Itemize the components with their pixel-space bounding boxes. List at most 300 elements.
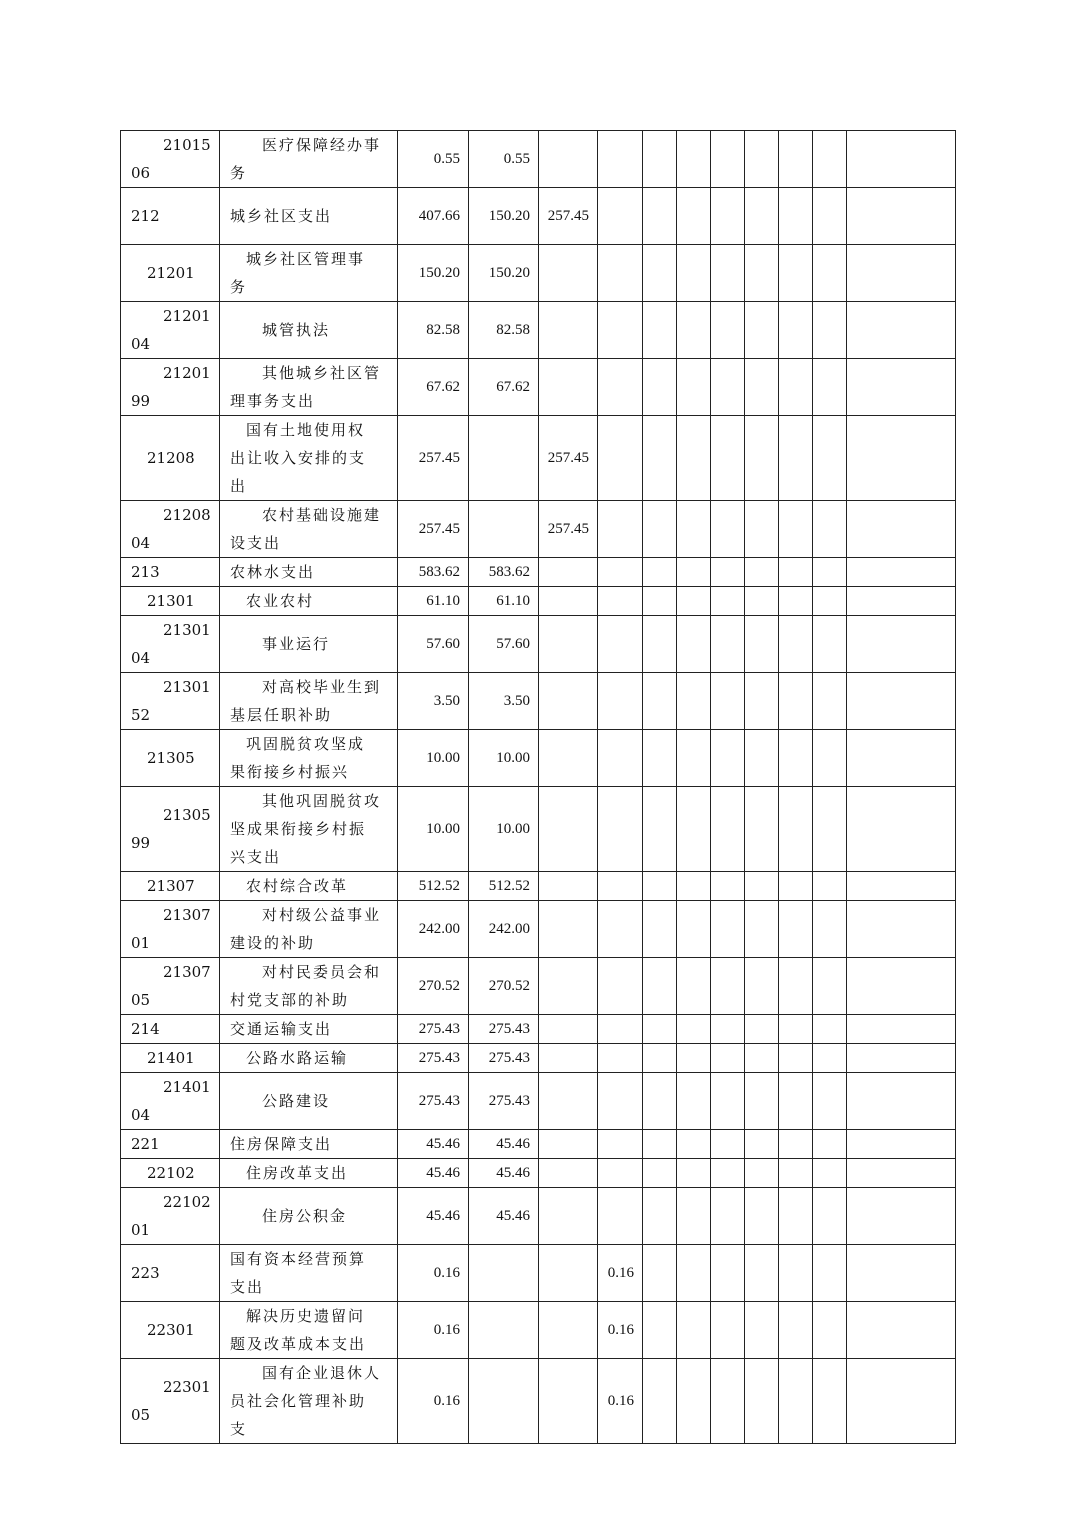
subject-code xyxy=(121,501,220,558)
subject-code xyxy=(121,787,220,872)
empty-cell xyxy=(643,587,677,616)
empty-cell xyxy=(643,1245,677,1302)
fund-budget-amount xyxy=(539,1245,598,1302)
subject-name: 其他巩固脱贫攻坚成果衔接乡村振兴支出 xyxy=(220,787,398,872)
empty-cell xyxy=(711,188,745,245)
empty-cell xyxy=(643,131,677,188)
empty-cell xyxy=(677,1359,711,1444)
empty-cell xyxy=(745,1245,779,1302)
empty-cell xyxy=(847,1245,956,1302)
capital-budget-amount: 0.16 xyxy=(598,1302,643,1359)
empty-cell xyxy=(711,616,745,673)
empty-cell xyxy=(643,1073,677,1130)
empty-cell xyxy=(779,1302,813,1359)
empty-cell xyxy=(677,872,711,901)
empty-cell xyxy=(847,131,956,188)
empty-cell xyxy=(677,1044,711,1073)
general-budget-amount: 45.46 xyxy=(469,1130,539,1159)
empty-cell xyxy=(643,1302,677,1359)
empty-cell xyxy=(677,188,711,245)
fund-budget-amount xyxy=(539,673,598,730)
capital-budget-amount xyxy=(598,958,643,1015)
subject-code: 223 xyxy=(121,1245,220,1302)
empty-cell xyxy=(779,616,813,673)
empty-cell xyxy=(677,673,711,730)
fund-budget-amount xyxy=(539,1359,598,1444)
subject-name: 巩固脱贫攻坚成果衔接乡村振兴 xyxy=(220,730,398,787)
subject-code: 212 xyxy=(121,188,220,245)
capital-budget-amount xyxy=(598,359,643,416)
empty-cell xyxy=(677,901,711,958)
empty-cell xyxy=(745,787,779,872)
fund-budget-amount: 257.45 xyxy=(539,501,598,558)
empty-cell xyxy=(711,131,745,188)
empty-cell xyxy=(779,1130,813,1159)
table-row xyxy=(121,501,956,558)
empty-cell xyxy=(711,1015,745,1044)
subject-name: 住房公积金 xyxy=(220,1188,398,1245)
subject-code: 214 xyxy=(121,1015,220,1044)
empty-cell xyxy=(745,872,779,901)
capital-budget-amount xyxy=(598,558,643,587)
empty-cell xyxy=(779,673,813,730)
empty-cell xyxy=(813,1073,847,1130)
general-budget-amount: 275.43 xyxy=(469,1073,539,1130)
empty-cell xyxy=(711,1359,745,1444)
fund-budget-amount xyxy=(539,1188,598,1245)
subject-code-part: 21307 xyxy=(163,963,211,981)
empty-cell xyxy=(643,1359,677,1444)
general-budget-amount: 150.20 xyxy=(469,188,539,245)
empty-cell xyxy=(677,958,711,1015)
fund-budget-amount xyxy=(539,359,598,416)
capital-budget-amount xyxy=(598,1044,643,1073)
capital-budget-amount xyxy=(598,1188,643,1245)
empty-cell xyxy=(745,673,779,730)
empty-cell xyxy=(847,1159,956,1188)
empty-cell xyxy=(711,787,745,872)
empty-cell xyxy=(677,416,711,501)
empty-cell xyxy=(711,1130,745,1159)
empty-cell xyxy=(779,1159,813,1188)
total-amount: 257.45 xyxy=(398,416,469,501)
empty-cell xyxy=(711,872,745,901)
fund-budget-amount xyxy=(539,1015,598,1044)
capital-budget-amount xyxy=(598,673,643,730)
empty-cell xyxy=(847,501,956,558)
empty-cell xyxy=(779,1073,813,1130)
table-row xyxy=(121,730,956,787)
table-row xyxy=(121,1188,956,1245)
empty-cell xyxy=(779,730,813,787)
subject-name: 医疗保障经办事务 xyxy=(220,131,398,188)
fund-budget-amount xyxy=(539,872,598,901)
subject-code-part: 21201 xyxy=(163,364,211,382)
capital-budget-amount: 0.16 xyxy=(598,1359,643,1444)
subject-code: 221 xyxy=(121,1130,220,1159)
general-budget-amount: 67.62 xyxy=(469,359,539,416)
empty-cell xyxy=(711,1245,745,1302)
capital-budget-amount xyxy=(598,616,643,673)
subject-code-part: 52 xyxy=(131,706,151,724)
empty-cell xyxy=(643,872,677,901)
empty-cell xyxy=(813,901,847,958)
budget-expenditure-table xyxy=(120,130,956,1444)
empty-cell xyxy=(745,616,779,673)
empty-cell xyxy=(745,359,779,416)
empty-cell xyxy=(847,1188,956,1245)
empty-cell xyxy=(711,1044,745,1073)
empty-cell xyxy=(711,901,745,958)
empty-cell xyxy=(847,302,956,359)
total-amount: 150.20 xyxy=(398,245,469,302)
general-budget-amount: 45.46 xyxy=(469,1159,539,1188)
general-budget-amount: 512.52 xyxy=(469,872,539,901)
empty-cell xyxy=(677,1302,711,1359)
subject-code xyxy=(121,673,220,730)
total-amount: 45.46 xyxy=(398,1188,469,1245)
subject-name: 事业运行 xyxy=(220,616,398,673)
general-budget-amount: 583.62 xyxy=(469,558,539,587)
general-budget-amount: 275.43 xyxy=(469,1044,539,1073)
empty-cell xyxy=(813,245,847,302)
empty-cell xyxy=(745,558,779,587)
empty-cell xyxy=(677,787,711,872)
empty-cell xyxy=(813,616,847,673)
empty-cell xyxy=(677,587,711,616)
empty-cell xyxy=(813,416,847,501)
subject-name: 交通运输支出 xyxy=(220,1015,398,1044)
empty-cell xyxy=(779,787,813,872)
subject-code: 21305 xyxy=(121,730,220,787)
subject-name: 解决历史遗留问题及改革成本支出 xyxy=(220,1302,398,1359)
empty-cell xyxy=(745,416,779,501)
capital-budget-amount xyxy=(598,501,643,558)
subject-code: 22102 xyxy=(121,1159,220,1188)
total-amount: 67.62 xyxy=(398,359,469,416)
empty-cell xyxy=(847,587,956,616)
empty-cell xyxy=(677,359,711,416)
fund-budget-amount xyxy=(539,1044,598,1073)
subject-code-part: 21307 xyxy=(163,906,211,924)
empty-cell xyxy=(711,673,745,730)
fund-budget-amount xyxy=(539,958,598,1015)
general-budget-amount xyxy=(469,501,539,558)
empty-cell xyxy=(711,1188,745,1245)
capital-budget-amount xyxy=(598,1130,643,1159)
empty-cell xyxy=(847,1015,956,1044)
subject-code-part: 21301 xyxy=(163,678,211,696)
subject-name: 公路建设 xyxy=(220,1073,398,1130)
empty-cell xyxy=(711,501,745,558)
fund-budget-amount xyxy=(539,587,598,616)
subject-name: 公路水路运输 xyxy=(220,1044,398,1073)
empty-cell xyxy=(643,302,677,359)
subject-code xyxy=(121,1359,220,1444)
subject-code xyxy=(121,131,220,188)
subject-code: 21307 xyxy=(121,872,220,901)
capital-budget-amount xyxy=(598,188,643,245)
empty-cell xyxy=(745,1159,779,1188)
empty-cell xyxy=(779,1015,813,1044)
empty-cell xyxy=(745,302,779,359)
total-amount: 45.46 xyxy=(398,1130,469,1159)
table-row xyxy=(121,587,956,616)
total-amount: 407.66 xyxy=(398,188,469,245)
empty-cell xyxy=(711,1073,745,1130)
empty-cell xyxy=(711,558,745,587)
total-amount: 257.45 xyxy=(398,501,469,558)
empty-cell xyxy=(847,359,956,416)
fund-budget-amount xyxy=(539,1159,598,1188)
table-row xyxy=(121,131,956,188)
empty-cell xyxy=(779,587,813,616)
empty-cell xyxy=(847,1073,956,1130)
fund-budget-amount xyxy=(539,1130,598,1159)
empty-cell xyxy=(847,787,956,872)
subject-code-part: 05 xyxy=(131,991,151,1009)
table-row xyxy=(121,359,956,416)
subject-code-part: 05 xyxy=(131,1406,151,1424)
capital-budget-amount xyxy=(598,730,643,787)
empty-cell xyxy=(745,1359,779,1444)
table-row xyxy=(121,558,956,587)
total-amount: 0.16 xyxy=(398,1302,469,1359)
subject-code-part: 21201 xyxy=(163,307,211,325)
capital-budget-amount xyxy=(598,1159,643,1188)
subject-code-part: 21301 xyxy=(163,621,211,639)
empty-cell xyxy=(847,558,956,587)
capital-budget-amount xyxy=(598,587,643,616)
empty-cell xyxy=(677,1073,711,1130)
fund-budget-amount xyxy=(539,901,598,958)
fund-budget-amount xyxy=(539,245,598,302)
general-budget-amount: 270.52 xyxy=(469,958,539,1015)
empty-cell xyxy=(711,416,745,501)
fund-budget-amount: 257.45 xyxy=(539,416,598,501)
empty-cell xyxy=(813,302,847,359)
empty-cell xyxy=(745,901,779,958)
empty-cell xyxy=(677,245,711,302)
capital-budget-amount xyxy=(598,416,643,501)
general-budget-amount: 45.46 xyxy=(469,1188,539,1245)
table-row xyxy=(121,901,956,958)
table-row xyxy=(121,1159,956,1188)
capital-budget-amount xyxy=(598,302,643,359)
general-budget-amount xyxy=(469,1359,539,1444)
total-amount: 3.50 xyxy=(398,673,469,730)
empty-cell xyxy=(643,359,677,416)
fund-budget-amount xyxy=(539,131,598,188)
empty-cell xyxy=(813,787,847,872)
subject-code xyxy=(121,901,220,958)
empty-cell xyxy=(779,901,813,958)
table-row xyxy=(121,245,956,302)
empty-cell xyxy=(643,787,677,872)
empty-cell xyxy=(711,1159,745,1188)
subject-code: 21301 xyxy=(121,587,220,616)
empty-cell xyxy=(711,730,745,787)
empty-cell xyxy=(779,872,813,901)
empty-cell xyxy=(779,1044,813,1073)
empty-cell xyxy=(745,1302,779,1359)
subject-code: 21401 xyxy=(121,1044,220,1073)
fund-budget-amount xyxy=(539,1073,598,1130)
empty-cell xyxy=(643,901,677,958)
table-row xyxy=(121,958,956,1015)
capital-budget-amount xyxy=(598,245,643,302)
empty-cell xyxy=(711,359,745,416)
empty-cell xyxy=(711,958,745,1015)
empty-cell xyxy=(847,188,956,245)
subject-code: 22301 xyxy=(121,1302,220,1359)
empty-cell xyxy=(643,416,677,501)
table-row xyxy=(121,416,956,501)
empty-cell xyxy=(745,188,779,245)
empty-cell xyxy=(779,1245,813,1302)
general-budget-amount: 150.20 xyxy=(469,245,539,302)
empty-cell xyxy=(813,1359,847,1444)
table-row xyxy=(121,616,956,673)
total-amount: 57.60 xyxy=(398,616,469,673)
table-row xyxy=(121,1359,956,1444)
total-amount: 275.43 xyxy=(398,1073,469,1130)
subject-code-part: 04 xyxy=(131,1106,151,1124)
subject-name: 对高校毕业生到基层任职补助 xyxy=(220,673,398,730)
empty-cell xyxy=(643,616,677,673)
table-row xyxy=(121,872,956,901)
empty-cell xyxy=(813,131,847,188)
empty-cell xyxy=(813,730,847,787)
subject-name: 城管执法 xyxy=(220,302,398,359)
empty-cell xyxy=(779,131,813,188)
total-amount: 0.16 xyxy=(398,1245,469,1302)
empty-cell xyxy=(847,673,956,730)
subject-code xyxy=(121,1073,220,1130)
empty-cell xyxy=(745,1015,779,1044)
empty-cell xyxy=(813,1130,847,1159)
table-row xyxy=(121,1073,956,1130)
subject-name: 农林水支出 xyxy=(220,558,398,587)
subject-code-part: 01 xyxy=(131,1221,151,1239)
empty-cell xyxy=(847,1359,956,1444)
empty-cell xyxy=(745,1044,779,1073)
empty-cell xyxy=(779,302,813,359)
total-amount: 242.00 xyxy=(398,901,469,958)
empty-cell xyxy=(643,730,677,787)
empty-cell xyxy=(643,958,677,1015)
fund-budget-amount xyxy=(539,730,598,787)
total-amount: 45.46 xyxy=(398,1159,469,1188)
empty-cell xyxy=(847,616,956,673)
table-row xyxy=(121,673,956,730)
empty-cell xyxy=(847,416,956,501)
subject-name: 农村基础设施建设支出 xyxy=(220,501,398,558)
general-budget-amount: 57.60 xyxy=(469,616,539,673)
empty-cell xyxy=(745,1130,779,1159)
capital-budget-amount xyxy=(598,1015,643,1044)
capital-budget-amount xyxy=(598,787,643,872)
empty-cell xyxy=(813,1188,847,1245)
table-row xyxy=(121,188,956,245)
subject-code xyxy=(121,359,220,416)
total-amount: 270.52 xyxy=(398,958,469,1015)
capital-budget-amount: 0.16 xyxy=(598,1245,643,1302)
subject-code-part: 06 xyxy=(131,164,151,182)
table-row xyxy=(121,1015,956,1044)
empty-cell xyxy=(813,1159,847,1188)
general-budget-amount: 82.58 xyxy=(469,302,539,359)
empty-cell xyxy=(813,587,847,616)
empty-cell xyxy=(745,1073,779,1130)
table-row xyxy=(121,302,956,359)
subject-code-part: 04 xyxy=(131,649,151,667)
empty-cell xyxy=(779,416,813,501)
empty-cell xyxy=(745,587,779,616)
empty-cell xyxy=(847,1130,956,1159)
total-amount: 275.43 xyxy=(398,1015,469,1044)
subject-name: 住房改革支出 xyxy=(220,1159,398,1188)
empty-cell xyxy=(745,730,779,787)
empty-cell xyxy=(813,958,847,1015)
total-amount: 10.00 xyxy=(398,730,469,787)
general-budget-amount xyxy=(469,416,539,501)
empty-cell xyxy=(847,872,956,901)
empty-cell xyxy=(711,1302,745,1359)
fund-budget-amount xyxy=(539,302,598,359)
general-budget-amount: 275.43 xyxy=(469,1015,539,1044)
empty-cell xyxy=(847,901,956,958)
empty-cell xyxy=(677,616,711,673)
subject-code xyxy=(121,616,220,673)
subject-code-part: 22301 xyxy=(163,1378,211,1396)
empty-cell xyxy=(813,872,847,901)
empty-cell xyxy=(745,245,779,302)
empty-cell xyxy=(677,1159,711,1188)
empty-cell xyxy=(677,1015,711,1044)
subject-code-part: 21305 xyxy=(163,806,211,824)
table-row xyxy=(121,1130,956,1159)
total-amount: 512.52 xyxy=(398,872,469,901)
subject-code xyxy=(121,958,220,1015)
subject-code: 213 xyxy=(121,558,220,587)
subject-name: 其他城乡社区管理事务支出 xyxy=(220,359,398,416)
empty-cell xyxy=(643,1130,677,1159)
general-budget-amount: 61.10 xyxy=(469,587,539,616)
empty-cell xyxy=(779,1188,813,1245)
subject-name: 城乡社区管理事务 xyxy=(220,245,398,302)
total-amount: 583.62 xyxy=(398,558,469,587)
empty-cell xyxy=(813,558,847,587)
subject-code-part: 04 xyxy=(131,335,151,353)
empty-cell xyxy=(711,587,745,616)
subject-code: 21201 xyxy=(121,245,220,302)
subject-name: 农村综合改革 xyxy=(220,872,398,901)
capital-budget-amount xyxy=(598,1073,643,1130)
empty-cell xyxy=(677,730,711,787)
empty-cell xyxy=(779,501,813,558)
fund-budget-amount: 257.45 xyxy=(539,188,598,245)
empty-cell xyxy=(847,1044,956,1073)
empty-cell xyxy=(813,188,847,245)
empty-cell xyxy=(779,245,813,302)
empty-cell xyxy=(643,1015,677,1044)
subject-code-part: 04 xyxy=(131,534,151,552)
subject-code-part: 99 xyxy=(131,392,151,410)
empty-cell xyxy=(847,1302,956,1359)
empty-cell xyxy=(677,1188,711,1245)
capital-budget-amount xyxy=(598,872,643,901)
